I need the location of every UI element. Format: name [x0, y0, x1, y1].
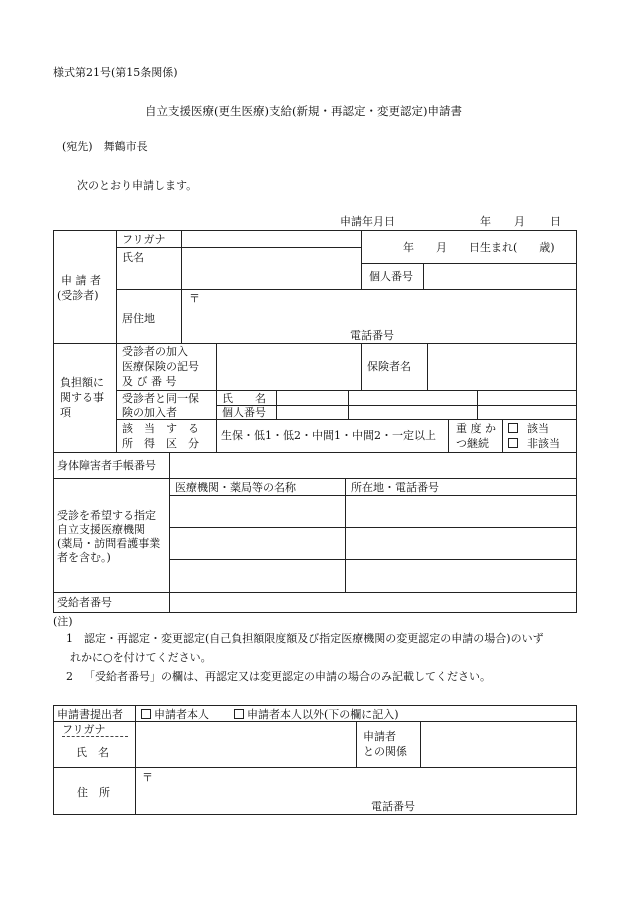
submitter-other-option[interactable]	[234, 708, 399, 721]
applicant-address-label: 居住地	[122, 312, 155, 325]
application-date-month[interactable]: 月	[514, 215, 525, 228]
same-insurance-label-2: 険の加入者	[122, 406, 177, 419]
income-options[interactable]: 生保・低1・低2・中間1・中間2・一定以上	[221, 429, 436, 442]
submitter-self-option[interactable]	[141, 708, 209, 721]
burden-section-label-1: 負担額に	[60, 376, 104, 389]
submitter-self-checkbox[interactable]	[141, 709, 151, 719]
burden-section-label-2: 関する事	[60, 391, 104, 404]
dependent-name-label: 氏 名	[222, 392, 266, 405]
severe-label-1: 重 度 か	[456, 422, 496, 435]
severe-label-2: つ継続	[456, 437, 489, 450]
application-date-year[interactable]: 年	[480, 215, 491, 228]
recipient-number-label: 受給者番号	[57, 596, 112, 609]
disability-certificate-label: 身体障害者手帳番号	[57, 459, 156, 472]
form-number: 様式第21号(第15条関係)	[53, 66, 178, 79]
insurer-name-label: 保険者名	[367, 360, 411, 373]
applicant-individual-number-label: 個人番号	[369, 270, 413, 283]
submitter-label: 申請書提出者	[57, 708, 123, 721]
note-1-number: 1	[66, 632, 73, 645]
not-applicable-label: 非該当	[527, 437, 560, 450]
applicant-phone-label: 電話番号	[350, 329, 394, 342]
institution-label-2: 自立支援医療機関	[57, 523, 145, 536]
addressee: (宛先) 舞鶴市長	[62, 140, 148, 153]
insurance-label-2: 医療保険の記号	[122, 360, 199, 373]
note-1-line-2: れかに○を付けてください。	[70, 651, 212, 664]
submitter-phone-label: 電話番号	[371, 800, 415, 813]
note-2-number: 2	[66, 670, 73, 683]
burden-section-label-3: 項	[60, 406, 71, 419]
institution-label-3: (薬局・訪問看護事業	[57, 537, 161, 550]
applicable-option[interactable]	[508, 422, 549, 435]
application-date-day[interactable]: 日	[550, 215, 561, 228]
not-applicable-checkbox[interactable]	[508, 438, 518, 448]
applicant-name-label: 氏名	[122, 251, 144, 264]
applicant-section-label: 申 請 者	[61, 274, 101, 287]
form-title: 自立支援医療(更生医療)支給(新規・再認定・変更認定)申請書	[145, 104, 462, 118]
institution-label-1: 受診を希望する指定	[57, 509, 156, 522]
application-date-label: 申請年月日	[340, 215, 395, 228]
insurance-label-1: 受診者の加入	[122, 345, 188, 358]
dependent-individual-number-label: 個人番号	[222, 406, 266, 419]
relation-label-2: との関係	[363, 745, 407, 758]
applicable-checkbox[interactable]	[508, 423, 518, 433]
applicant-section-sublabel: (受診者)	[57, 289, 99, 302]
notes-heading: (注)	[53, 615, 73, 628]
applicant-postal-mark: 〒	[189, 292, 200, 305]
applicant-birth[interactable]: 年 月 日生まれ( 歳)	[403, 241, 555, 254]
note-1-line-1: 認定・再認定・変更認定(自己負担額限度額及び指定医療機関の変更認定の申請の場合)のいず	[84, 632, 544, 645]
submitter-furigana-label: フリガナ	[62, 723, 106, 736]
applicable-label: 該当	[527, 422, 549, 435]
insurance-label-3: 及 び 番 号	[122, 375, 177, 388]
relation-label-1: 申請者	[363, 730, 396, 743]
same-insurance-label-1: 受診者と同一保	[122, 392, 199, 405]
intro-text: 次のとおり申請します。	[77, 179, 198, 192]
institution-address-column: 所在地・電話番号	[351, 481, 439, 494]
submitter-name-label: 氏 名	[76, 746, 109, 759]
not-applicable-option[interactable]	[508, 437, 560, 450]
submitter-address-label: 住 所	[77, 786, 110, 799]
submitter-other-label: 申請者本人以外(下の欄に記入)	[247, 708, 399, 721]
institution-name-column: 医療機関・薬局等の名称	[175, 481, 296, 494]
applicant-furigana-label: フリガナ	[122, 233, 166, 246]
submitter-postal-mark: 〒	[142, 771, 153, 784]
note-2-text: 「受給者番号」の欄は、再認定又は変更認定の申請の場合のみ記載してください。	[84, 670, 491, 683]
submitter-other-checkbox[interactable]	[234, 709, 244, 719]
submitter-self-label: 申請者本人	[154, 708, 209, 721]
income-label-1: 該 当 す る	[122, 422, 199, 435]
income-label-2: 所 得 区 分	[122, 437, 199, 450]
institution-label-4: 者を含む。)	[57, 551, 111, 564]
